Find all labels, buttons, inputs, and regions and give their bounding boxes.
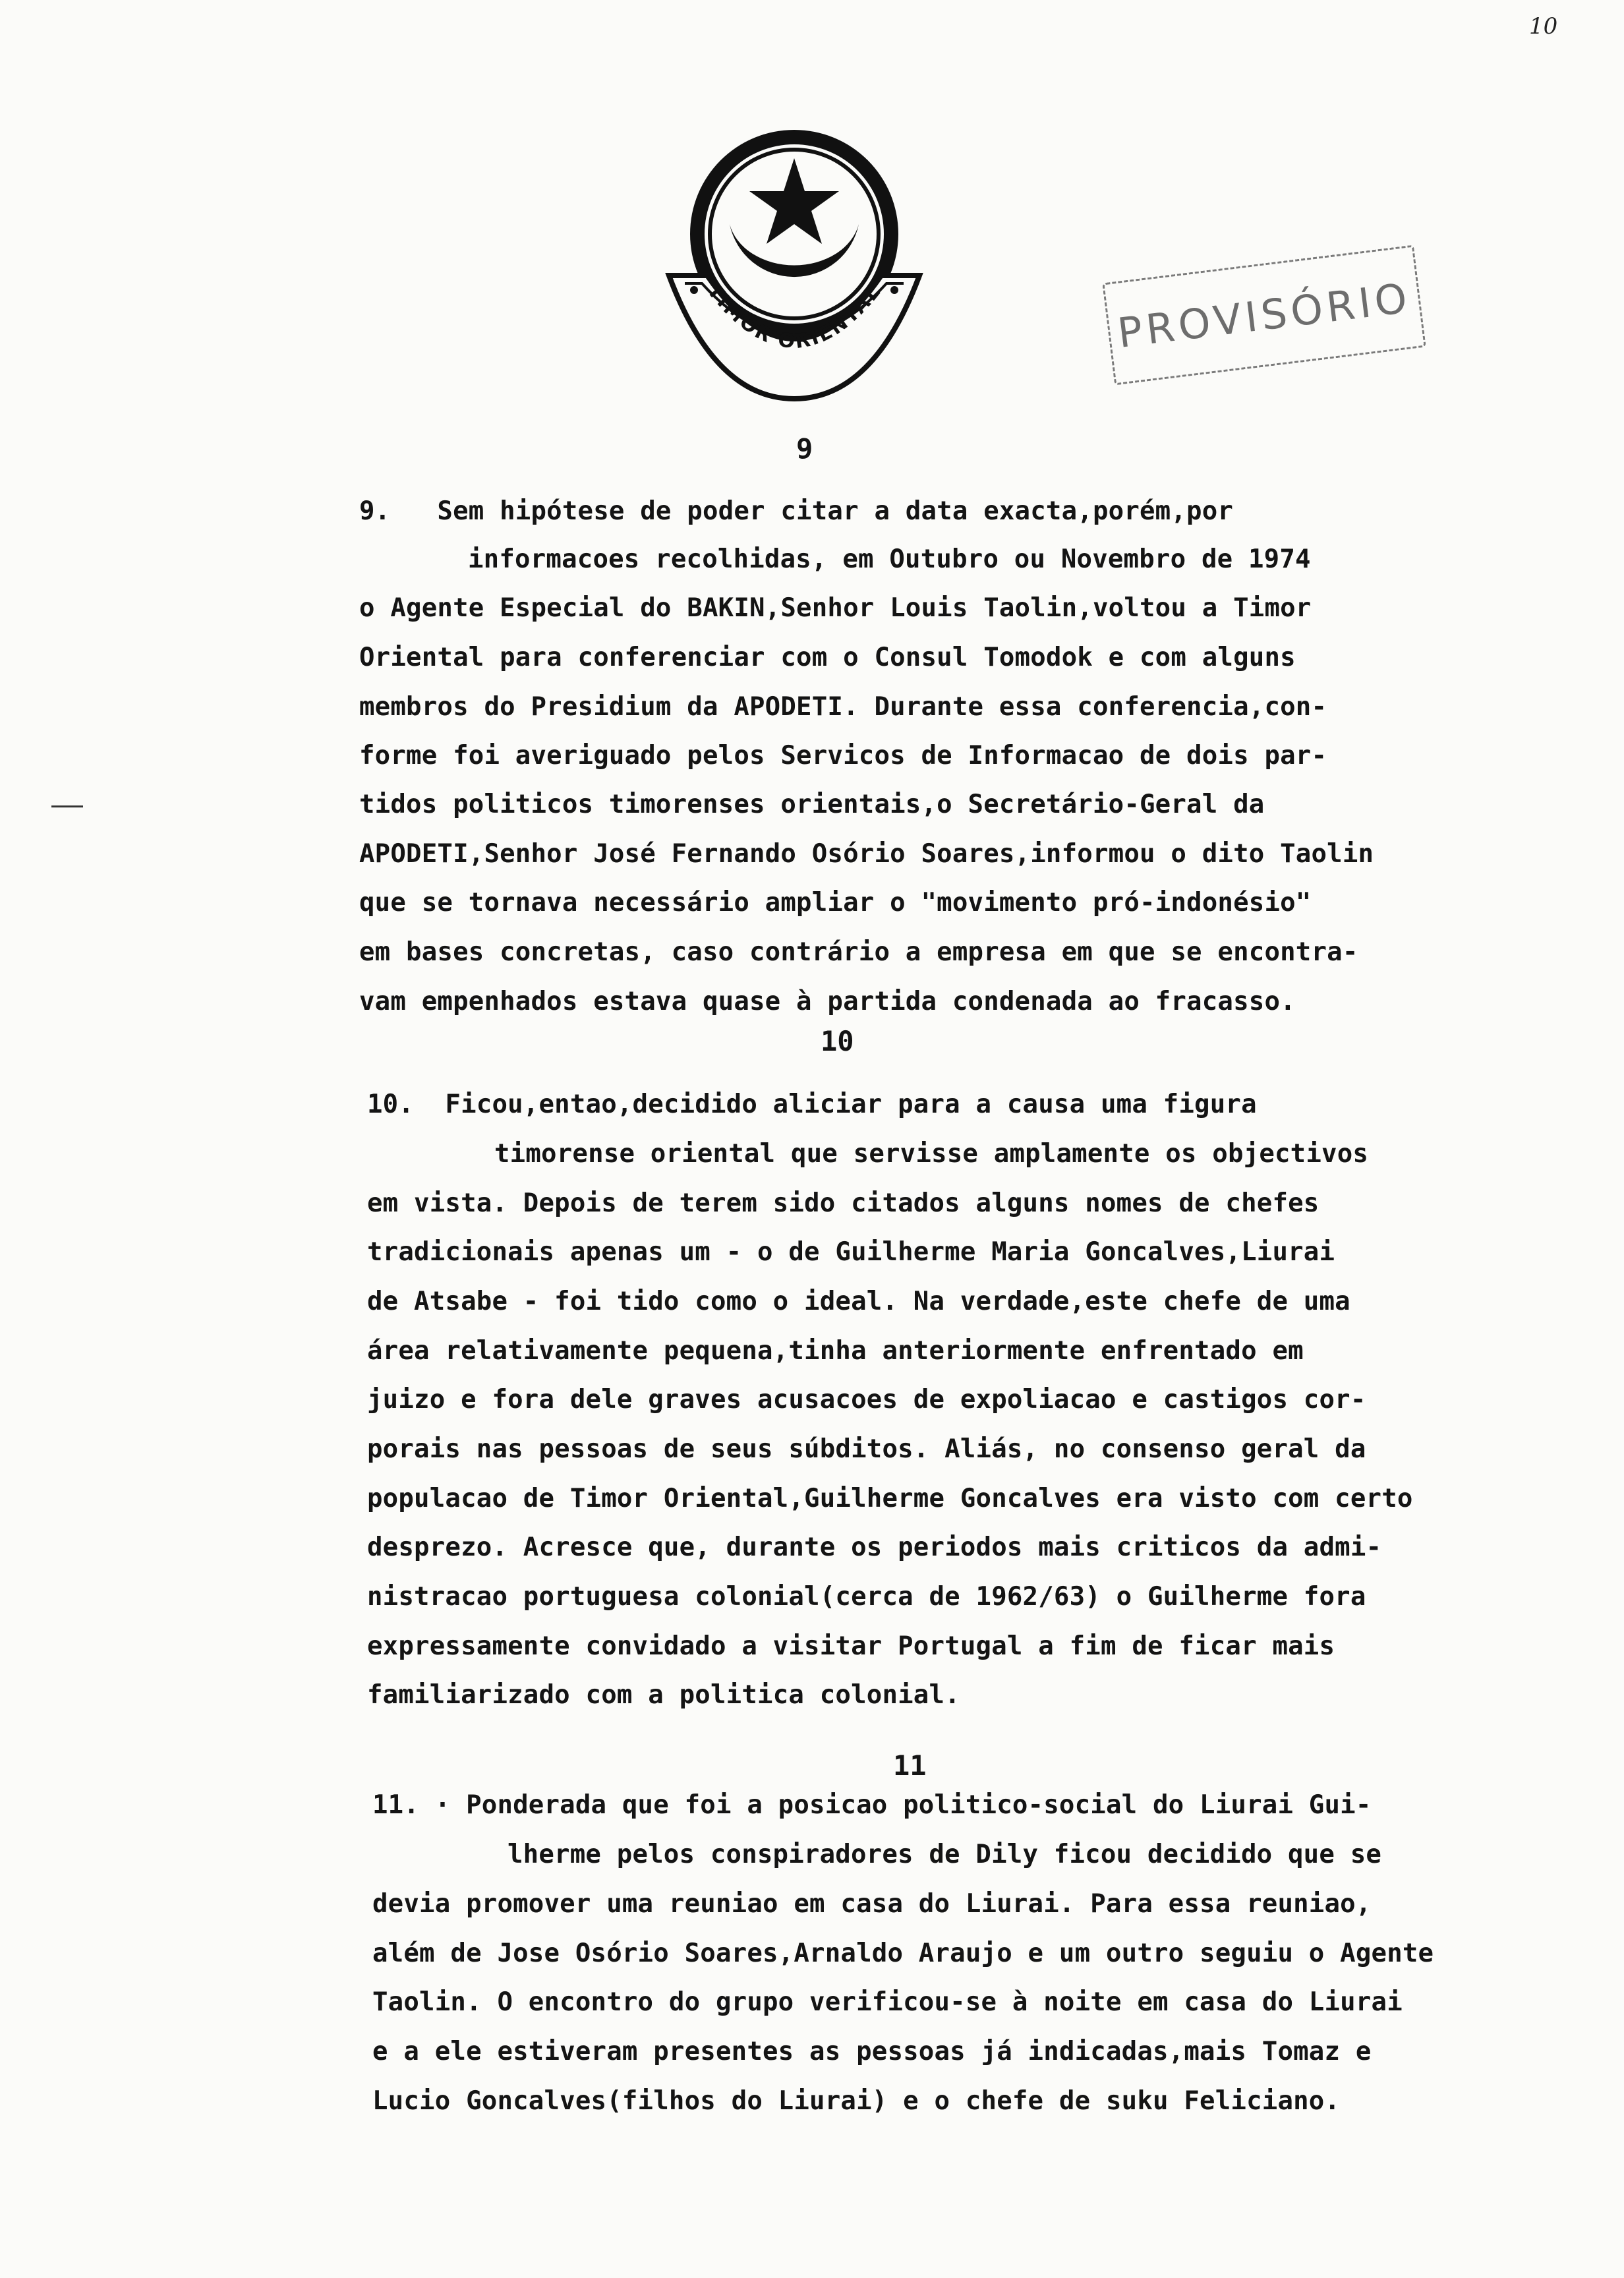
section-heading-10: 10	[821, 1025, 854, 1057]
provisorio-stamp: PROVISÓRIO	[1102, 245, 1426, 386]
paragraph-line: populacao de Timor Oriental,Guilherme Goncalves era visto com certo	[367, 1484, 1413, 1513]
timor-oriental-seal-emblem	[656, 125, 933, 402]
paragraph-line: tidos politicos timorenses orientais,o Secretário-Geral da	[359, 790, 1265, 819]
paragraph-line: de Atsabe - foi tido como o ideal. Na verdade,este chefe de uma	[367, 1287, 1350, 1316]
section-heading-11: 11	[893, 1749, 927, 1782]
paragraph-line: o Agente Especial do BAKIN,Senhor Louis Taolin,voltou a Timor	[359, 593, 1312, 623]
paragraph-line: nistracao portuguesa colonial(cerca de 1962/63) o Guilherme fora	[367, 1582, 1366, 1612]
paragraph-line: membros do Presidium da APODETI. Durante essa conferencia,con-	[359, 692, 1327, 722]
paragraph-line: informacoes recolhidas, em Outubro ou Novembro de 1974	[468, 544, 1311, 574]
paragraph-line: área relativamente pequena,tinha anteriormente enfrentado em	[367, 1336, 1304, 1366]
paragraph-line: timorense oriental que servisse amplamente os objectivos	[494, 1139, 1369, 1169]
paragraph-line: familiarizado com a politica colonial.	[367, 1680, 960, 1710]
section-heading-9: 9	[796, 432, 813, 465]
paragraph-line: devia promover uma reuniao em casa do Liurai. Para essa reuniao,	[372, 1889, 1372, 1919]
paragraph-line: Lucio Goncalves(filhos do Liurai) e o chefe de suku Feliciano.	[372, 2086, 1341, 2116]
paragraph-line: forme foi averiguado pelos Servicos de Informacao de dois par-	[359, 741, 1327, 771]
paragraph-line: Oriental para conferenciar com o Consul Tomodok e com alguns	[359, 643, 1296, 672]
margin-mark	[51, 805, 83, 807]
paragraph-line: Taolin. O encontro do grupo verificou-se à noite em casa do Liurai	[372, 1987, 1403, 2017]
paragraph-line: que se tornava necessário ampliar o "movimento pró-indonésio"	[359, 888, 1312, 918]
paragraph-line: lherme pelos conspiradores de Dily ficou decidido que se	[508, 1840, 1382, 1869]
paragraph-line: expressamente convidado a visitar Portugal a fim de ficar mais	[367, 1631, 1335, 1661]
paragraph-line: juizo e fora dele graves acusacoes de expoliacao e castigos cor-	[367, 1385, 1366, 1415]
paragraph-line: APODETI,Senhor José Fernando Osório Soares,informou o dito Taolin	[359, 839, 1374, 869]
seal-text: TIMOR ORIENTAL	[702, 279, 886, 354]
paragraph-line: e a ele estiveram presentes as pessoas já indicadas,mais Tomaz e	[372, 2037, 1372, 2066]
paragraph-line: em bases concretas, caso contrário a empresa em que se encontra-	[359, 937, 1358, 967]
paragraph-line: 10. Ficou,entao,decidido aliciar para a causa uma figura	[367, 1090, 1257, 1119]
paragraph-line: vam empenhados estava quase à partida condenada ao fracasso.	[359, 987, 1296, 1016]
paragraph-line: 11. · Ponderada que foi a posicao politico-social do Liurai Gui-	[372, 1790, 1372, 1820]
paragraph-line: além de Jose Osório Soares,Arnaldo Araujo e um outro seguiu o Agente	[372, 1939, 1434, 1968]
paragraph-line: desprezo. Acresce que, durante os periodos mais criticos da admi-	[367, 1533, 1382, 1562]
paragraph-line: 9. Sem hipótese de poder citar a data exacta,porém,por	[359, 496, 1234, 526]
page-number-marker: 10	[1529, 13, 1558, 40]
paragraph-line: tradicionais apenas um - o de Guilherme Maria Goncalves,Liurai	[367, 1237, 1335, 1267]
paragraph-line: em vista. Depois de terem sido citados alguns nomes de chefes	[367, 1188, 1320, 1218]
paragraph-line: porais nas pessoas de seus súbditos. Aliás, no consenso geral da	[367, 1434, 1366, 1464]
